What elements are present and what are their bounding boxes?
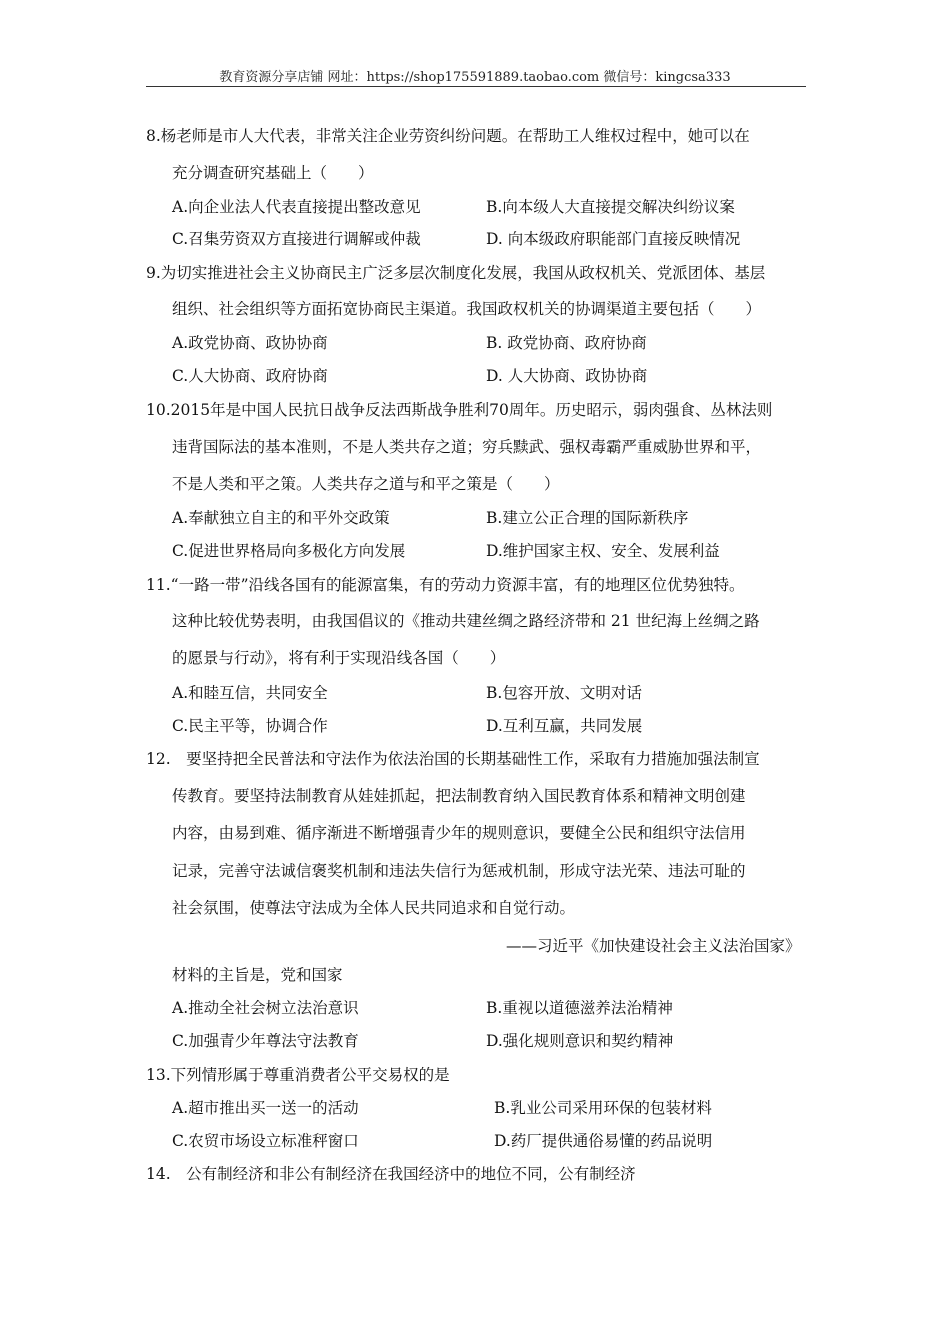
header-divider [146,86,806,87]
q12-stem-line-1: 12. 要坚持把全民普法和守法作为依法治国的长期基础性工作，采取有力措施加强法制宣 [146,750,760,768]
q10-stem-line-1: 10.2015年是中国人民抗日战争反法西斯战争胜利70周年。历史昭示，弱肉强食、丛林法则 [146,401,773,419]
q12-option-b: B.重视以道德滋养法治精神 [486,999,673,1017]
q14-stem-line-1: 14. 公有制经济和非公有制经济在我国经济中的地位不同，公有制经济 [146,1165,636,1183]
q10-stem-line-3: 不是人类和平之策。人类共存之道与和平之策是（ ） [172,475,560,493]
q12-stem-line-3: 内容，由易到难、循序渐进不断增强青少年的规则意识，要健全公民和组织守法信用 [172,824,746,842]
q9-stem-line-1: 9.为切实推进社会主义协商民主广泛多层次制度化发展，我国从政权机关、党派团体、基层 [146,264,766,282]
q8-stem-line-1: 8.杨老师是市人大代表，非常关注企业劳资纠纷问题。在帮助工人维权过程中，她可以在 [146,127,750,145]
q11-stem-line-3: 的愿景与行动》，将有利于实现沿线各国（ ） [172,649,506,667]
q13-option-a: A.超市推出买一送一的活动 [172,1099,359,1117]
q9-stem-line-2: 组织、社会组织等方面拓宽协商民主渠道。我国政权机关的协调渠道主要包括（ ） [172,300,762,318]
q12-stem-line-2: 传教育。要坚持法制教育从娃娃抓起，把法制教育纳入国民教育体系和精神文明创建 [172,787,746,805]
q12-stem-line-4: 记录，完善守法诚信褒奖机制和违法失信行为惩戒机制，形成守法光荣、违法可耻的 [172,862,746,880]
q11-option-c: C.民主平等，协调合作 [172,717,328,735]
q11-stem-line-1: 11.“一路一带”沿线各国有的能源富集，有的劳动力资源丰富，有的地理区位优势独特。 [146,576,745,594]
q13-stem-line-1: 13.下列情形属于尊重消费者公平交易权的是 [146,1066,450,1084]
q12-option-a: A.推动全社会树立法治意识 [172,999,359,1017]
q9-option-b: B. 政党协商、政府协商 [486,334,647,352]
q12-stem-line-5: 社会氛围，使尊法守法成为全体人民共同追求和自觉行动。 [172,899,576,917]
q10-option-b: B.建立公正合理的国际新秩序 [486,509,689,527]
q11-option-d: D.互利互赢，共同发展 [486,717,643,735]
q12-option-c: C.加强青少年尊法守法教育 [172,1032,359,1050]
q12-attribution: ——习近平《加快建设社会主义法治国家》 [506,937,801,955]
q8-option-d: D. 向本级政府职能部门直接反映情况 [486,230,741,248]
q8-option-a: A.向企业法人代表直接提出整改意见 [172,198,421,216]
q13-option-d: D.药厂提供通俗易懂的药品说明 [494,1132,713,1150]
q9-option-a: A.政党协商、政协协商 [172,334,328,352]
q8-option-b: B.向本级人大直接提交解决纠纷议案 [486,198,735,216]
q8-stem-line-2: 充分调查研究基础上（ ） [172,164,374,182]
q12-option-d: D.强化规则意识和契约精神 [486,1032,674,1050]
q13-option-c: C.农贸市场设立标准秤窗口 [172,1132,359,1150]
q11-option-b: B.包容开放、文明对话 [486,684,642,702]
q10-stem-line-2: 违背国际法的基本准则，不是人类共存之道；穷兵黩武、强权毒霸严重威胁世界和平， [172,438,762,456]
q9-option-d: D. 人大协商、政协协商 [486,367,648,385]
q8-option-c: C.召集劳资双方直接进行调解或仲裁 [172,230,421,248]
q11-option-a: A.和睦互信，共同安全 [172,684,328,702]
q12-question: 材料的主旨是，党和国家 [172,966,343,984]
q9-option-c: C.人大协商、政府协商 [172,367,328,385]
page-header: 教育资源分享店铺 网址：https://shop175591889.taobao.com 微信号：kingcsa333 [219,70,731,85]
q10-option-d: D.维护国家主权、安全、发展利益 [486,542,720,560]
q13-option-b: B.乳业公司采用环保的包装材料 [494,1099,712,1117]
q11-stem-line-2: 这种比较优势表明，由我国倡议的《推动共建丝绸之路经济带和 21 世纪海上丝绸之路 [172,612,760,630]
q10-option-c: C.促进世界格局向多极化方向发展 [172,542,406,560]
q10-option-a: A.奉献独立自主的和平外交政策 [172,509,390,527]
